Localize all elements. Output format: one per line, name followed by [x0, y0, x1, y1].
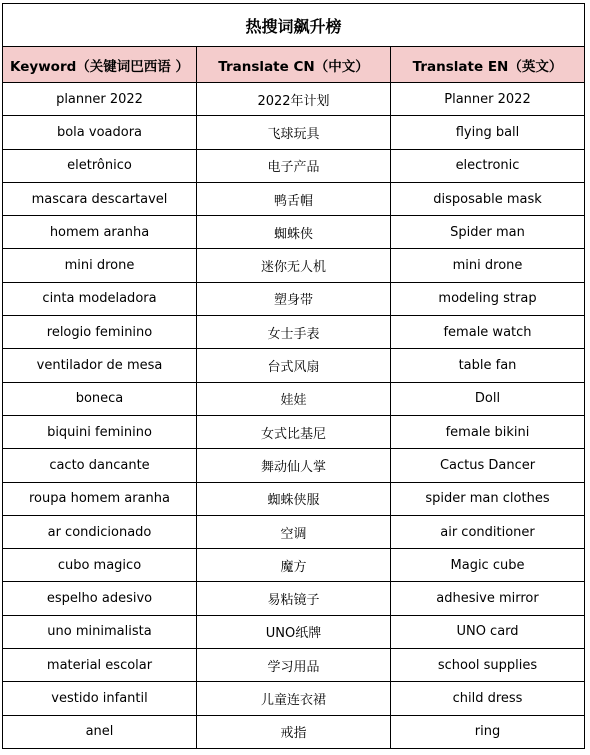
translate-en-cell: female watch — [391, 316, 585, 349]
translate-cn-cell: 儿童连衣裙 — [197, 682, 391, 715]
keyword-cell: cinta modeladora — [3, 282, 197, 315]
translate-en-cell: ring — [391, 715, 585, 748]
keyword-cell: planner 2022 — [3, 83, 197, 116]
table-row — [3, 515, 585, 548]
keyword-cell: roupa homem aranha — [3, 482, 197, 515]
table-row — [3, 549, 585, 582]
translate-cn-cell: 易粘镜子 — [197, 582, 391, 615]
table-row — [3, 249, 585, 282]
translate-cn-cell: 电子产品 — [197, 149, 391, 182]
translate-en-cell: Cactus Dancer — [391, 449, 585, 482]
title-row — [3, 4, 585, 47]
translate-cn-cell: 蜘蛛侠服 — [197, 482, 391, 515]
keyword-cell: cacto dancante — [3, 449, 197, 482]
translate-en-cell: air conditioner — [391, 515, 585, 548]
keyword-cell: anel — [3, 715, 197, 748]
keyword-cell: vestido infantil — [3, 682, 197, 715]
keyword-cell: ventilador de mesa — [3, 349, 197, 382]
translate-cn-cell: 魔方 — [197, 549, 391, 582]
keyword-cell: ar condicionado — [3, 515, 197, 548]
translate-en-cell: disposable mask — [391, 182, 585, 215]
translate-en-cell: Magic cube — [391, 549, 585, 582]
translate-cn-cell: 台式风扇 — [197, 349, 391, 382]
translate-cn-cell: UNO纸牌 — [197, 615, 391, 648]
translate-en-cell: spider man clothes — [391, 482, 585, 515]
keyword-cell: boneca — [3, 382, 197, 415]
translate-cn-cell: 女式比基尼 — [197, 415, 391, 448]
table-row — [3, 482, 585, 515]
table-container — [2, 3, 584, 749]
table-body — [3, 83, 585, 749]
table-row — [3, 316, 585, 349]
table-title: 热搜词飙升榜 — [3, 4, 585, 47]
keyword-cell: mini drone — [3, 249, 197, 282]
keyword-cell: homem aranha — [3, 216, 197, 249]
table-row — [3, 449, 585, 482]
translate-en-cell: electronic — [391, 149, 585, 182]
translate-cn-cell: 鸭舌帽 — [197, 182, 391, 215]
translate-cn-cell: 飞球玩具 — [197, 116, 391, 149]
translate-cn-cell: 蜘蛛侠 — [197, 216, 391, 249]
translate-en-cell: Doll — [391, 382, 585, 415]
translate-en-cell: flying ball — [391, 116, 585, 149]
trending-keywords-table — [2, 3, 585, 749]
keyword-cell: bola voadora — [3, 116, 197, 149]
translate-cn-cell: 迷你无人机 — [197, 249, 391, 282]
table-row — [3, 615, 585, 648]
translate-en-cell: school supplies — [391, 649, 585, 682]
translate-en-cell: adhesive mirror — [391, 582, 585, 615]
keyword-cell: relogio feminino — [3, 316, 197, 349]
translate-en-cell: table fan — [391, 349, 585, 382]
translate-cn-cell: 学习用品 — [197, 649, 391, 682]
table-row — [3, 83, 585, 116]
table-row — [3, 415, 585, 448]
keyword-cell: uno minimalista — [3, 615, 197, 648]
table-row — [3, 182, 585, 215]
translate-cn-cell: 舞动仙人掌 — [197, 449, 391, 482]
header-translate-en: Translate EN（英文） — [391, 47, 585, 83]
header-keyword: Keyword（关键词巴西语 ） — [3, 47, 197, 83]
translate-cn-cell: 戒指 — [197, 715, 391, 748]
keyword-cell: cubo magico — [3, 549, 197, 582]
translate-cn-cell: 女士手表 — [197, 316, 391, 349]
translate-cn-cell: 娃娃 — [197, 382, 391, 415]
table-row — [3, 116, 585, 149]
translate-cn-cell: 塑身带 — [197, 282, 391, 315]
keyword-cell: espelho adesivo — [3, 582, 197, 615]
translate-en-cell: UNO card — [391, 615, 585, 648]
translate-en-cell: modeling strap — [391, 282, 585, 315]
table-row — [3, 149, 585, 182]
keyword-cell: material escolar — [3, 649, 197, 682]
table-row — [3, 282, 585, 315]
table-row — [3, 582, 585, 615]
keyword-cell: biquini feminino — [3, 415, 197, 448]
keyword-cell: mascara descartavel — [3, 182, 197, 215]
table-row — [3, 649, 585, 682]
table-row — [3, 682, 585, 715]
translate-en-cell: Spider man — [391, 216, 585, 249]
translate-en-cell: mini drone — [391, 249, 585, 282]
table-row — [3, 715, 585, 748]
table-row — [3, 382, 585, 415]
translate-en-cell: female bikini — [391, 415, 585, 448]
header-row — [3, 47, 585, 83]
translate-cn-cell: 2022年计划 — [197, 83, 391, 116]
header-translate-cn: Translate CN（中文） — [197, 47, 391, 83]
table-row — [3, 349, 585, 382]
table-row — [3, 216, 585, 249]
translate-cn-cell: 空调 — [197, 515, 391, 548]
keyword-cell: eletrônico — [3, 149, 197, 182]
translate-en-cell: Planner 2022 — [391, 83, 585, 116]
translate-en-cell: child dress — [391, 682, 585, 715]
